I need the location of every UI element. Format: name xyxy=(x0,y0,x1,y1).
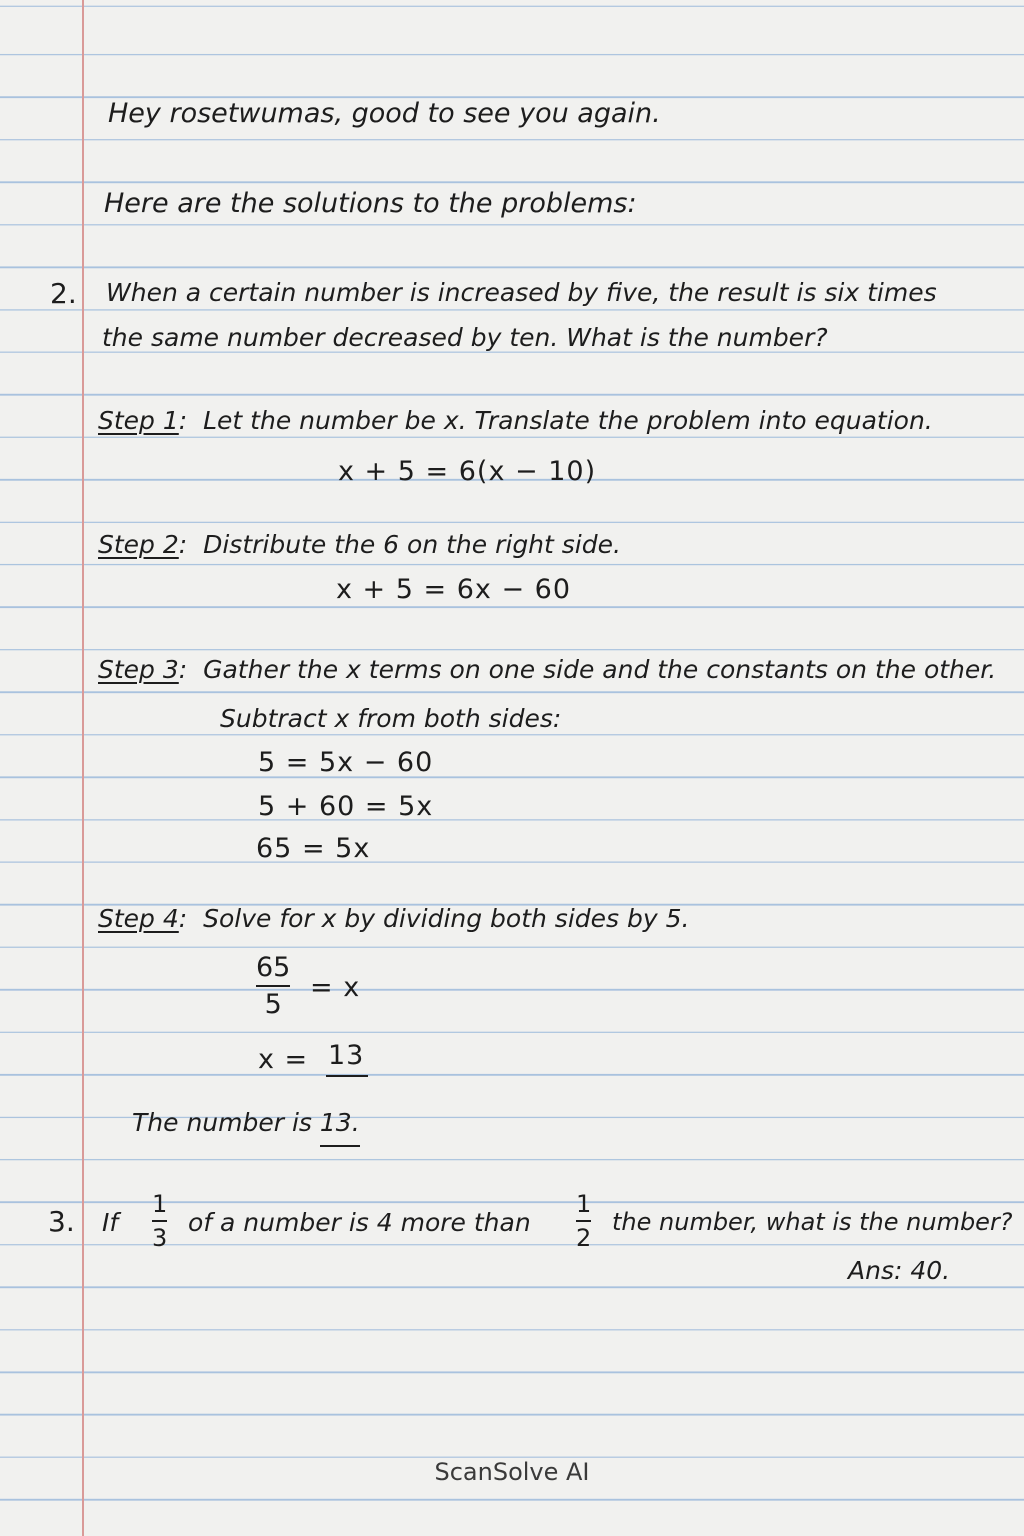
step-4-text: Solve for x by dividing both sides by 5. xyxy=(203,904,690,933)
step-3-label: Step 3 xyxy=(98,655,179,684)
conclusion xyxy=(132,1110,360,1135)
step-2-equation: x + 5 = 6x − 60 xyxy=(336,574,572,605)
step-1-label: Step 1 xyxy=(98,406,179,435)
step-3: Step 3: Gather the x terms on one side and the constants on the other. xyxy=(98,655,997,684)
conclusion-text: The number is xyxy=(132,1108,312,1137)
problem-2-line-2: the same number decreased by ten. What is the number? xyxy=(102,323,828,352)
step-1-text: Let the number be x. Translate the problem into equation. xyxy=(203,406,933,435)
step-4-fraction-rhs: = x xyxy=(310,972,361,1003)
conclusion-value: 13. xyxy=(320,1108,360,1147)
intro-text: Here are the solutions to the problems: xyxy=(104,188,637,219)
step-4-result-value: 13 xyxy=(326,1042,368,1077)
step-4-result-lhs: x = xyxy=(258,1044,309,1075)
step-4-fraction-denominator: 5 xyxy=(264,989,282,1020)
problem-3-fraction-2-numerator: 1 xyxy=(576,1190,592,1218)
problem-3-fraction-2-denominator: 2 xyxy=(576,1224,592,1252)
fraction-bar xyxy=(256,985,290,987)
problem-3-fraction-2 xyxy=(576,1192,591,1250)
problem-3-number: 3. xyxy=(48,1205,75,1238)
step-2-text: Distribute the 6 on the right side. xyxy=(203,530,621,559)
problem-3-if: If xyxy=(102,1208,119,1237)
step-4-fraction xyxy=(256,954,290,1018)
step-1-equation: x + 5 = 6(x − 10) xyxy=(338,456,597,487)
problem-3-end-text: the number, what is the number? xyxy=(612,1208,1013,1236)
problem-2-line-1: When a certain number is increased by five, the result is six times xyxy=(106,278,937,307)
fraction-bar xyxy=(576,1220,591,1222)
step-3-equation-2: 5 + 60 = 5x xyxy=(258,791,434,822)
step-3-subtext: Subtract x from both sides: xyxy=(220,704,562,733)
step-2-label: Step 2 xyxy=(98,530,179,559)
fraction-bar xyxy=(152,1220,167,1222)
step-3-equation-3: 65 = 5x xyxy=(256,833,371,864)
problem-3-fraction-1-numerator: 1 xyxy=(152,1190,168,1218)
step-1: Step 1: Let the number be x. Translate the problem into equation. xyxy=(98,406,933,435)
step-4: Step 4: Solve for x by dividing both sides by 5. xyxy=(98,904,690,933)
problem-2-number: 2. xyxy=(50,277,77,310)
footer-brand: ScanSolve AI xyxy=(434,1458,590,1486)
step-4-fraction-numerator: 65 xyxy=(256,952,291,983)
step-4-label: Step 4 xyxy=(98,904,179,933)
step-2: Step 2: Distribute the 6 on the right side. xyxy=(98,530,621,559)
problem-3-fraction-1-denominator: 3 xyxy=(152,1224,168,1252)
problem-3-fraction-1 xyxy=(152,1192,167,1250)
greeting-text: Hey rosetwumas, good to see you again. xyxy=(108,98,661,129)
problem-3-answer: Ans: 40. xyxy=(848,1256,951,1285)
step-3-text: Gather the x terms on one side and the constants on the other. xyxy=(203,655,997,684)
margin-line xyxy=(82,0,84,1536)
problem-3-middle-text: of a number is 4 more than xyxy=(188,1208,531,1237)
step-3-equation-1: 5 = 5x − 60 xyxy=(258,747,434,778)
